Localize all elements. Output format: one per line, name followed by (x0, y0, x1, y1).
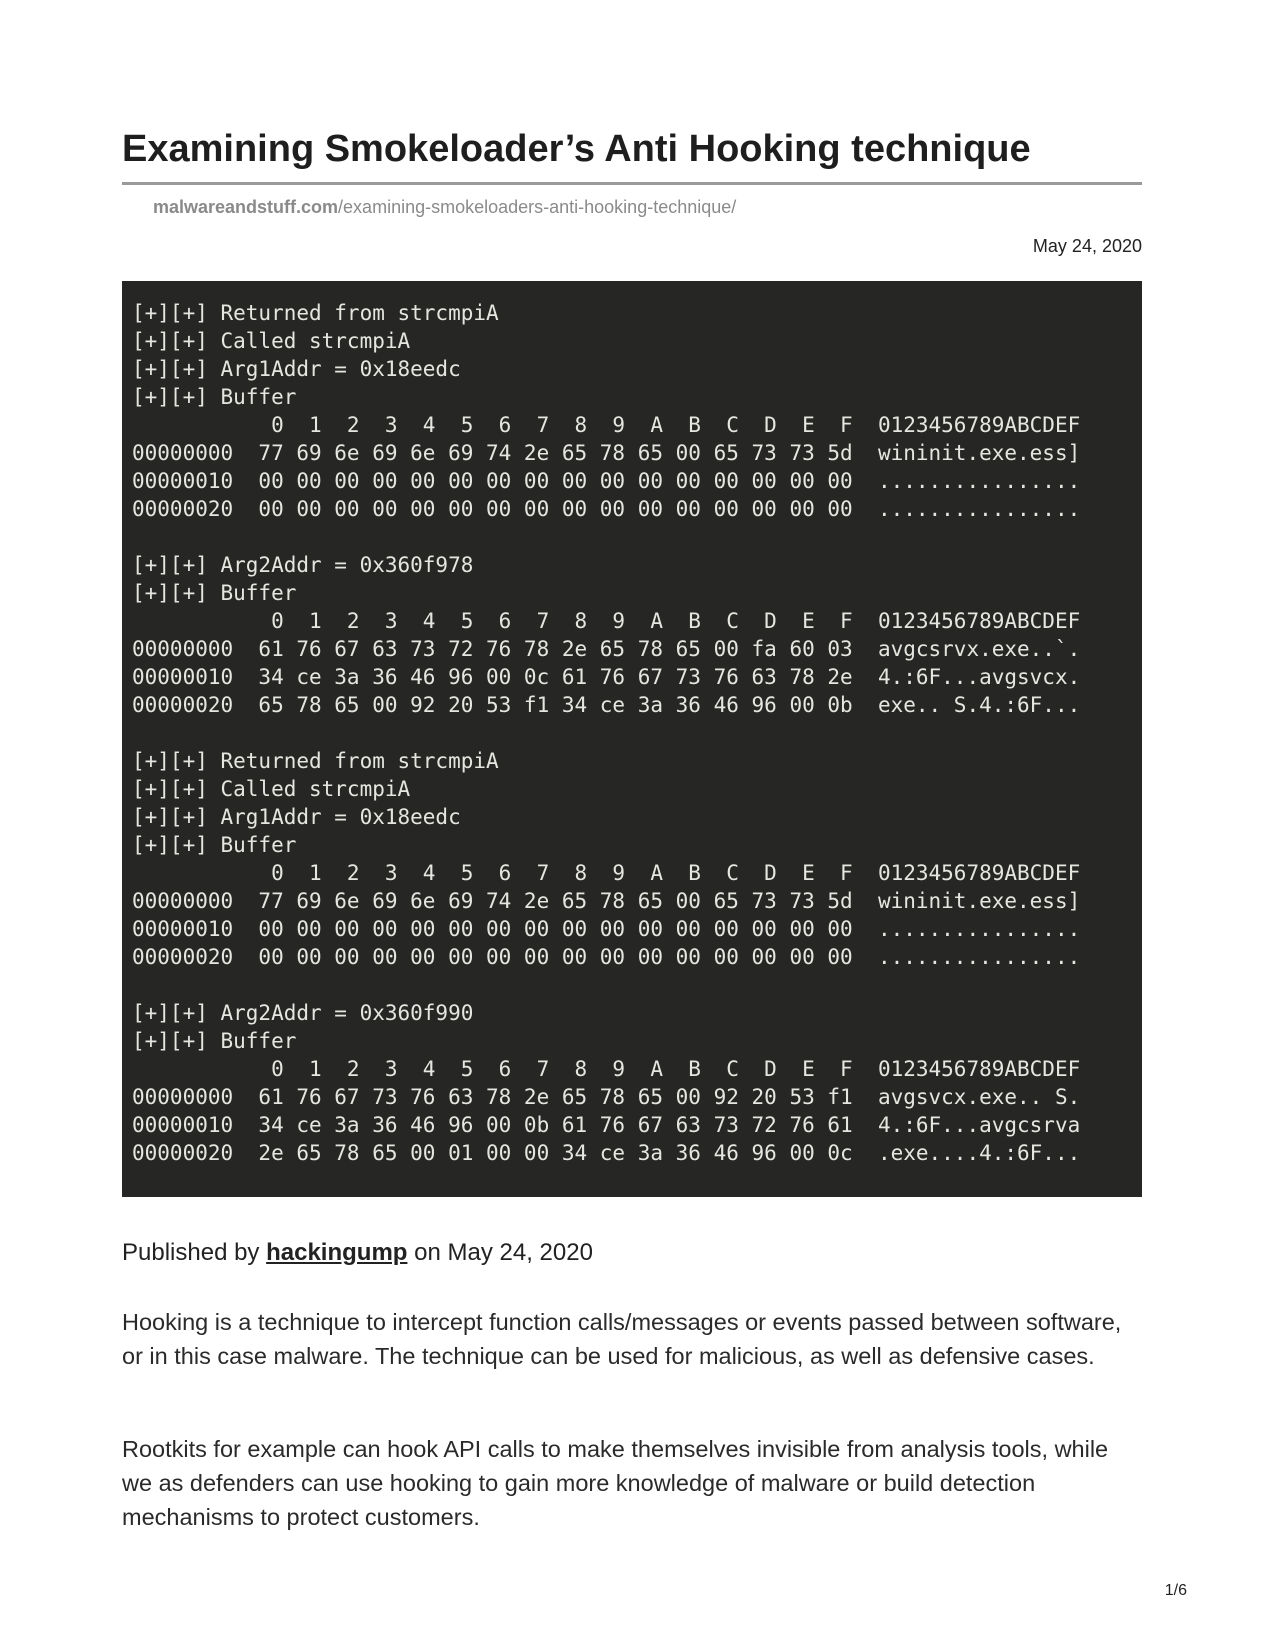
terminal-line: 00000020 00 00 00 00 00 00 00 00 00 00 00 00 00 00 00 00 ................ (132, 497, 1081, 521)
byline-prefix: Published by (122, 1239, 267, 1266)
terminal-line (132, 971, 1142, 999)
terminal-line: 0 1 2 3 4 5 6 7 8 9 A B C D E F 0123456789ABCDEF (132, 1057, 1081, 1081)
author-link[interactable]: hackingump (266, 1239, 408, 1266)
terminal-line: 00000010 00 00 00 00 00 00 00 00 00 00 00 00 00 00 00 00 ................ (132, 917, 1081, 941)
terminal-screenshot (122, 281, 1142, 1197)
page-title: Examining Smokeloader’s Anti Hooking technique (122, 128, 1031, 170)
source-url[interactable] (153, 196, 736, 218)
terminal-line: 00000010 34 ce 3a 36 46 96 00 0c 61 76 67 73 76 63 78 2e 4.:6F...avgsvcx. (132, 665, 1081, 689)
page-number: 1/6 (1164, 1582, 1187, 1599)
terminal-line: 00000020 2e 65 78 65 00 01 00 00 34 ce 3a 36 46 96 00 0c .exe....4.:6F... (132, 1141, 1081, 1165)
terminal-line: [+][+] Arg1Addr = 0x18eedc (132, 805, 461, 829)
terminal-line: [+][+] Buffer (132, 385, 297, 409)
terminal-line: 0 1 2 3 4 5 6 7 8 9 A B C D E F 0123456789ABCDEF (132, 861, 1081, 885)
terminal-line: [+][+] Arg2Addr = 0x360f990 (132, 1001, 474, 1025)
terminal-line (132, 719, 1142, 747)
terminal-line: 00000020 65 78 65 00 92 20 53 f1 34 ce 3a 36 46 96 00 0b exe.. S.4.:6F... (132, 693, 1081, 717)
terminal-line: 00000010 34 ce 3a 36 46 96 00 0b 61 76 67 63 73 72 76 61 4.:6F...avgcsrva (132, 1113, 1081, 1137)
terminal-line: 00000000 77 69 6e 69 6e 69 74 2e 65 78 65 00 65 73 73 5d wininit.exe.ess] (132, 889, 1081, 913)
byline-suffix: on May 24, 2020 (407, 1239, 593, 1266)
terminal-line: 0 1 2 3 4 5 6 7 8 9 A B C D E F 0123456789ABCDEF (132, 609, 1081, 633)
terminal-line: [+][+] Buffer (132, 581, 297, 605)
terminal-line: [+][+] Buffer (132, 1029, 297, 1053)
title-divider (122, 182, 1142, 185)
source-path: /examining-smokeloaders-anti-hooking-technique/ (338, 197, 737, 217)
body-paragraph: Rootkits for example can hook API calls to make themselves invisible from analysis tools, while we as defenders can use hooking to gain more knowledge of malware or build detection mechanisms to protect customers. (122, 1436, 1109, 1530)
terminal-line (132, 523, 1142, 551)
source-domain: malwareandstuff.com (153, 197, 339, 217)
byline (122, 1238, 593, 1268)
terminal-line: [+][+] Called strcmpiA (132, 777, 411, 801)
terminal-line: [+][+] Called strcmpiA (132, 329, 411, 353)
terminal-line: 00000000 61 76 67 73 76 63 78 2e 65 78 65 00 92 20 53 f1 avgsvcx.exe.. S. (132, 1085, 1081, 1109)
terminal-line: 00000020 00 00 00 00 00 00 00 00 00 00 00 00 00 00 00 00 ................ (132, 945, 1081, 969)
terminal-line: [+][+] Arg1Addr = 0x18eedc (132, 357, 461, 381)
terminal-line: 0 1 2 3 4 5 6 7 8 9 A B C D E F 0123456789ABCDEF (132, 413, 1081, 437)
terminal-line: [+][+] Returned from strcmpiA (132, 749, 499, 773)
terminal-line: [+][+] Returned from strcmpiA (132, 301, 499, 325)
terminal-line: [+][+] Arg2Addr = 0x360f978 (132, 553, 474, 577)
terminal-line: [+][+] Buffer (132, 833, 297, 857)
header-date: May 24, 2020 (1032, 236, 1142, 256)
terminal-line: 00000000 61 76 67 63 73 72 76 78 2e 65 78 65 00 fa 60 03 avgcsrvx.exe..`. (132, 637, 1081, 661)
terminal-line: 00000010 00 00 00 00 00 00 00 00 00 00 00 00 00 00 00 00 ................ (132, 469, 1081, 493)
terminal-line: 00000000 77 69 6e 69 6e 69 74 2e 65 78 65 00 65 73 73 5d wininit.exe.ess] (132, 441, 1081, 465)
body-paragraph: Hooking is a technique to intercept function calls/messages or events passed between software, or in this case malware. The technique can be used for malicious, as well as defensive cases. (122, 1309, 1122, 1369)
